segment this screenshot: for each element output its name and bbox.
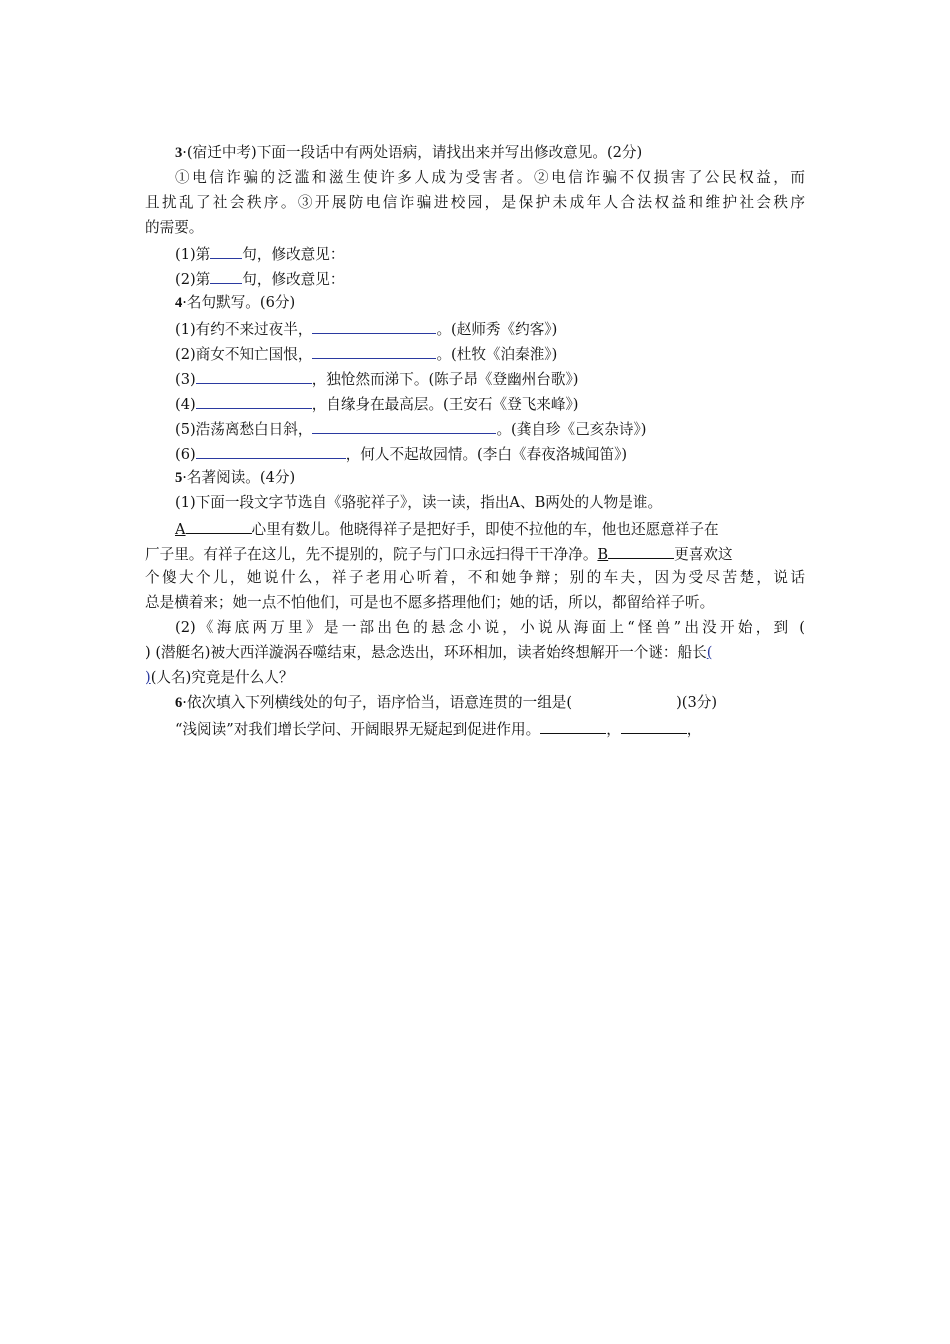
- q4-item-3-blank[interactable]: [196, 368, 312, 384]
- q4-item-2: [175, 343, 557, 365]
- q3-item-1-blank[interactable]: [210, 243, 242, 259]
- q6-sep-2: ，: [686, 721, 702, 738]
- q4-item-5-blank[interactable]: [312, 418, 496, 434]
- q6-stem-text: ·依次填入下列横线处的句子，语序恰当，语意连贯的一组是(: [182, 694, 573, 711]
- q5-number: 5: [175, 470, 183, 486]
- q4-item-6-prefix: (6): [175, 446, 196, 463]
- q3-stem: [175, 143, 642, 163]
- q3-item-1-prefix: (1)第: [175, 246, 211, 263]
- q4-item-6: [175, 443, 627, 465]
- q5-excerpt-line-4: 总是横着来；她一点不怕他们，可是也不愿多搭理他们；她的话，所以，都留给祥子听。: [145, 594, 715, 611]
- q4-item-5-prefix: (5)浩荡离愁白日斜，: [175, 421, 313, 438]
- q4-item-3-suffix: ，独怆然而涕下。(陈子昂《登幽州台歌》): [311, 371, 579, 388]
- q4-item-1: [175, 318, 557, 340]
- q5-blank-a-label: A: [175, 521, 186, 538]
- q5-part-2-line-3: [145, 668, 293, 688]
- q4-item-1-prefix: (1)有约不来过夜半，: [175, 321, 313, 338]
- q5-blank-b-label: B: [597, 546, 609, 563]
- q5-part-1-prompt: (1)下面一段文字节选自《骆驼祥子》，读一读，指出A、B两处的人物是谁。: [175, 494, 663, 511]
- q3-item-1-suffix: 句，修改意见：: [242, 246, 345, 263]
- q4-stem-text: ·名句默写。(6分): [182, 294, 296, 311]
- q5-part-2-line-1: (2)《海底两万里》是一部出色的悬念小说，小说从海面上“怪兽”出没开始，到 (: [175, 619, 805, 636]
- q4-item-5-suffix: 。(龚自珍《己亥杂诗》): [496, 421, 647, 438]
- q5-excerpt-line-2-text: 厂子里。有祥子在这儿，先不提别的，院子与门口永远扫得干干净净。: [145, 546, 598, 563]
- q3-item-2: [175, 268, 344, 290]
- q5-captain-paren-close[interactable]: ): [145, 669, 151, 686]
- q5-part-2-line-2-text: ) (潜艇名)被大西洋漩涡吞噬结束，悬念迭出，环环相加，读者始终想解开一个谜：船长: [145, 644, 707, 661]
- q4-item-2-blank[interactable]: [312, 343, 436, 359]
- q4-item-1-blank[interactable]: [312, 318, 436, 334]
- q5-stem: [175, 468, 295, 488]
- q6-blank-2[interactable]: [621, 718, 687, 734]
- q3-number: 3: [175, 145, 183, 161]
- q4-item-4-suffix: ，自缘身在最高层。(王安石《登飞来峰》): [311, 396, 579, 413]
- q3-item-2-prefix: (2)第: [175, 271, 211, 288]
- q6-stem-end: )(3分): [676, 694, 718, 711]
- q3-item-2-suffix: 句，修改意见：: [242, 271, 345, 288]
- q5-excerpt-b-text: 更喜欢这: [674, 546, 733, 563]
- q6-sep-1: ，: [606, 721, 621, 738]
- q5-part-2-line-2: [145, 643, 712, 663]
- q6-blank-1[interactable]: [540, 718, 606, 734]
- q4-item-3-prefix: (3): [175, 371, 196, 388]
- q3-item-1: [175, 243, 344, 265]
- q4-item-4: [175, 393, 578, 415]
- q6-number: 6: [175, 695, 183, 711]
- q5-excerpt-a-text: 心里有数儿。他晓得祥子是把好手，即使不拉他的车，他也还愿意祥子在: [251, 521, 719, 538]
- q5-excerpt-line-3: 个傻大个儿，她说什么，祥子老用心听着，不和她争辩；别的车夫，因为受尽苦楚，说话: [145, 569, 805, 586]
- q5-blank-a[interactable]: [186, 518, 252, 534]
- q4-item-5: [175, 418, 646, 440]
- q3-passage-line-1: ①电信诈骗的泛滥和滋生使许多人成为受害者。②电信诈骗不仅损害了公民权益，而: [175, 169, 805, 186]
- q6-passage-text: “浅阅读”对我们增长学问、开阔眼界无疑起到促进作用。: [175, 721, 541, 738]
- q4-item-3: [175, 368, 578, 390]
- q5-excerpt-line-1: [175, 518, 719, 540]
- q3-passage-line-3: 的需要。: [145, 219, 204, 236]
- q5-blank-b[interactable]: [608, 543, 674, 559]
- q5-excerpt-line-2: [145, 543, 733, 565]
- q4-item-4-prefix: (4): [175, 396, 196, 413]
- q4-item-2-prefix: (2)商女不知亡国恨，: [175, 346, 313, 363]
- q5-part-2-line-3-text: (人名)究竟是什么人？: [150, 669, 294, 686]
- q5-captain-paren-open[interactable]: (: [706, 644, 713, 661]
- q4-item-2-suffix: 。(杜牧《泊秦淮》): [436, 346, 558, 363]
- q4-item-1-suffix: 。(赵师秀《约客》): [436, 321, 558, 338]
- q4-item-4-blank[interactable]: [196, 393, 312, 409]
- q4-number: 4: [175, 295, 183, 311]
- q3-item-2-blank[interactable]: [210, 268, 242, 284]
- q4-item-6-suffix: ，何人不起故园情。(李白《春夜洛城闻笛》): [345, 446, 628, 463]
- q4-item-6-blank[interactable]: [196, 443, 346, 459]
- q3-stem-text: ·(宿迁中考)下面一段话中有两处语病，请找出来并写出修改意见。(2分): [182, 144, 643, 161]
- q6-passage-line-1: [175, 718, 701, 740]
- q5-stem-text: ·名著阅读。(4分): [182, 469, 296, 486]
- q3-passage-line-2: 且扰乱了社会秩序。③开展防电信诈骗进校园，是保护未成年人合法权益和维护社会秩序: [145, 194, 805, 211]
- q4-stem: [175, 293, 295, 313]
- q6-stem: [175, 693, 717, 713]
